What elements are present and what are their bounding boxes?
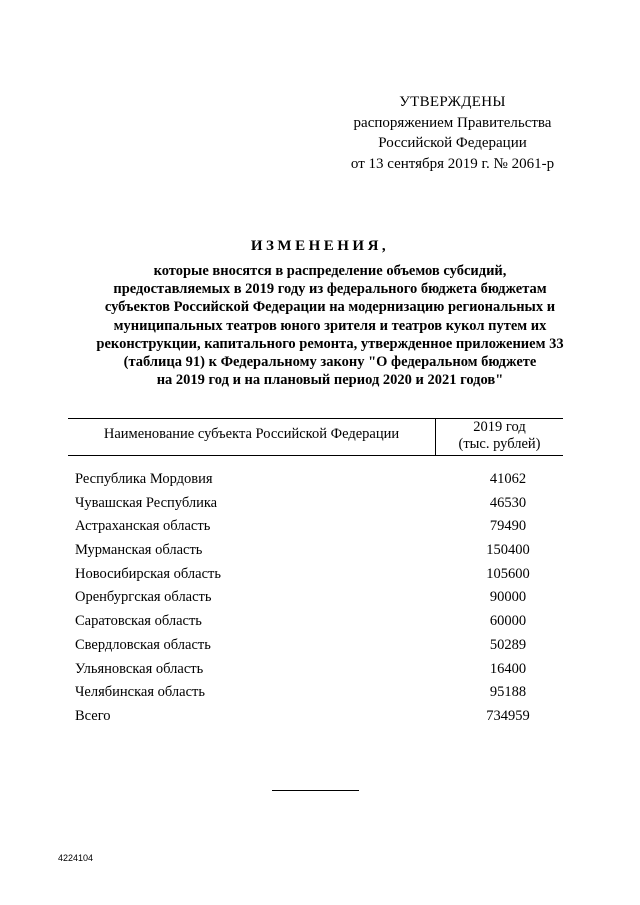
subsidy-value: 90000 [489, 589, 527, 606]
approval-title: УТВЕРЖДЕНЫ [399, 94, 506, 110]
region-name: Оренбургская область [75, 589, 212, 606]
table-body [75, 471, 565, 732]
subsidy-value: 16400 [489, 660, 527, 677]
subsidy-value: 50289 [489, 636, 527, 653]
table-row [75, 589, 565, 613]
subtitle-line: реконструкции, капитального ремонта, утвержденное приложением 33 [96, 335, 564, 352]
region-name: Республика Мордовия [75, 471, 213, 487]
table-row [75, 566, 565, 590]
subtitle-line: которые вносятся в распределение объемов субсидий, [153, 263, 507, 279]
region-name: Астраханская область [75, 518, 211, 535]
column-header-year-line2: (тыс. рублей) [458, 436, 541, 452]
table-row [75, 684, 565, 708]
end-of-document-rule [272, 790, 359, 791]
table-header-bottom-rule [68, 455, 563, 456]
region-name: Саратовская область [75, 613, 202, 630]
subtitle-line: (таблица 91) к Федеральному закону "О федеральном бюджете [123, 354, 537, 371]
document-subtitle [40, 262, 620, 389]
subtitle-line: субъектов Российской Федерации на модернизацию региональных и [104, 299, 556, 316]
column-header-region: Наименование субъекта Российской Федерации [103, 426, 400, 442]
document-code: 4224104 [58, 853, 94, 863]
total-value: 734959 [486, 707, 530, 724]
table-row [75, 542, 565, 566]
region-name: Свердловская область [75, 636, 211, 653]
subsidy-value: 41062 [489, 471, 527, 487]
subtitle-line: предоставляемых в 2019 году из федерального бюджета бюджетам [113, 281, 547, 298]
approval-block [335, 92, 570, 174]
table-row [75, 661, 565, 685]
subsidy-value: 95188 [489, 684, 527, 701]
column-header-year-line1: 2019 год [473, 419, 526, 435]
approval-line-2: Российской Федерации [378, 135, 527, 151]
subsidy-value: 79490 [489, 518, 527, 535]
table-row [75, 495, 565, 519]
subtitle-line: муниципальных театров юного зрителя и театров кукол путем их [113, 317, 547, 334]
table-row [75, 518, 565, 542]
table-row [75, 613, 565, 637]
region-name: Мурманская область [75, 542, 203, 559]
subsidy-value: 60000 [489, 613, 527, 630]
subsidy-value: 150400 [486, 542, 530, 559]
subsidy-value: 105600 [486, 565, 530, 582]
document-title: ИЗМЕНЕНИЯ, [250, 238, 390, 254]
table-row [75, 471, 565, 495]
approval-line-3: от 13 сентября 2019 г. № 2061-р [350, 155, 555, 172]
table-row [75, 637, 565, 661]
table-row-total [75, 708, 565, 732]
region-name: Новосибирская область [75, 565, 221, 582]
total-label: Всего [75, 707, 111, 724]
subsidy-value: 46530 [489, 494, 527, 511]
region-name: Ульяновская область [75, 660, 204, 677]
region-name: Челябинская область [75, 684, 205, 701]
region-name: Чувашская Республика [75, 494, 218, 511]
subtitle-line: на 2019 год и на плановый период 2020 и 2021 годов" [156, 372, 504, 389]
column-header-year [436, 419, 563, 453]
approval-line-1: распоряжением Правительства [353, 114, 552, 131]
